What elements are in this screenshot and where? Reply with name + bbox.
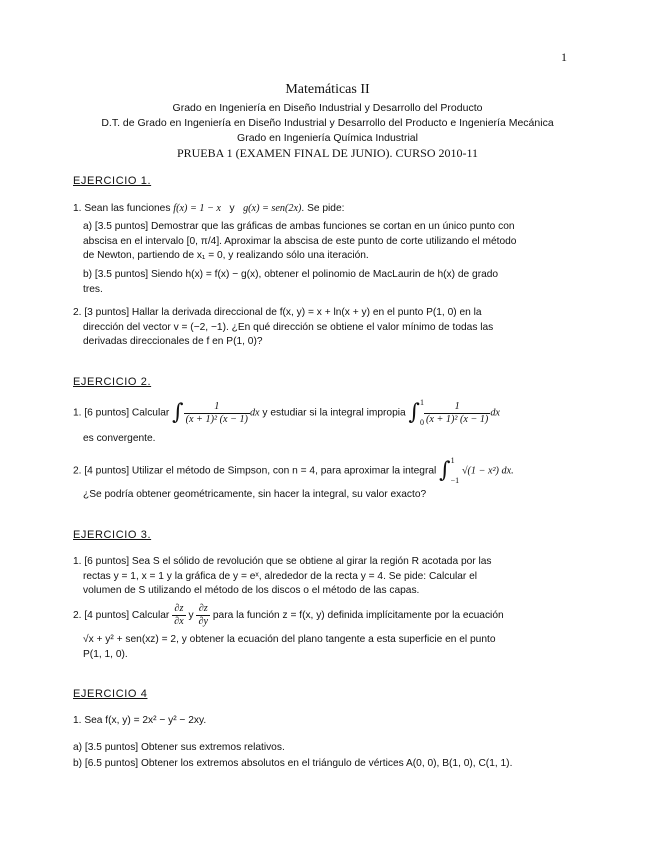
- fraction: $\frac{1}{\text{(x + 1)² (x − 1)}}$: [425, 400, 489, 425]
- page-number: 1: [561, 50, 567, 64]
- ej2-problem-2: 2. [4 puntos] Utilizar el método de Simpson, con n = 4, para aproximar la integral ∫ 1 −1 √(1 − x²) dx.: [73, 456, 514, 485]
- exercise-2-heading: EJERCICIO 2.: [73, 376, 152, 388]
- fraction: $\frac{1}{\text{(x + 1)² (x − 1)}}$: [185, 400, 248, 425]
- ej3-problem-2-cont: √x + y² + sen(xz) = 2, y obtener la ecuación del plano tangente a esta superficie en el punto P(1, 1, 0).: [83, 634, 496, 660]
- fraction: $\frac{\partial z}{\partial x}$: [174, 603, 184, 627]
- degree-line-1: Grado en Ingeniería en Diseño Industrial y Desarrollo del Producto: [172, 102, 483, 114]
- ej1-problem-2: 2. [3 puntos] Hallar la derivada direccional de f(x, y) = x + ln(x + y) en el punto P(1, 0) en la dirección del vector v = (−2, −1). ¿En qué dirección se obtiene el valor mínimo de todas las derivadas direccionales de f en P(1, 0)?: [73, 307, 494, 347]
- document-title: Matemáticas II: [285, 82, 370, 97]
- ej1-part-a: a) [3.5 puntos] Demostrar que las gráficas de ambas funciones se cortan en un único punto con abscisa en el intervalo [0, π/4]. Aproximar la abscisa de este punto de corte utilizando el método de Newton, partiendo de x₁ = 0, y realizando sólo una iteración.: [83, 221, 517, 261]
- ej2-problem-1: 1. [6 puntos] Calcular ∫ $\frac{1}{\text{(x + 1)² (x − 1)}}$ dx y estudiar si la integral impropia ∫ 1 0 $\frac{1}{\text{(x + 1)² (x − 1)}}$ dx: [73, 398, 500, 427]
- fraction: $\frac{\partial z}{\partial y}$: [198, 603, 209, 627]
- ej1-problem-1: 1. Sean las funciones f(x) = 1 − x y g(x) = sen(2x). Se pide:: [73, 203, 345, 214]
- degree-line-3: Grado en Ingeniería Química Industrial: [237, 132, 418, 144]
- integral-sign: ∫: [408, 400, 420, 425]
- degree-line-2: D.T. de Grado en Ingeniería en Diseño Industrial y Desarrollo del Producto e Ingeniería Mecánica: [101, 117, 554, 129]
- exercise-4-heading: EJERCICIO 4: [73, 688, 148, 700]
- ej2-problem-1-end: es convergente.: [83, 433, 156, 444]
- ej4-part-a: a) [3.5 puntos] Obtener sus extremos relativos.: [73, 742, 285, 753]
- ej1-part-b: b) [3.5 puntos] Siendo h(x) = f(x) − g(x), obtener el polinomio de MacLaurin de h(x) de grado tres.: [83, 269, 499, 295]
- ej3-problem-1: 1. [6 puntos] Sea S el sólido de revolución que se obtiene al girar la región R acotada por las rectas y = 1, x = 1 y la gráfica de y = eˣ, alrededor de la recta y = 4. Se pide: Calcular el volumen de S utilizando el método de los discos o el método de las capas.: [73, 556, 492, 596]
- ej3-problem-2: 2. [4 puntos] Calcular $\frac{\partial z}{\partial x}$ y $\frac{\partial z}{\partial y}$ para la función z = f(x, y) definida implícitamente por la ecuación: [73, 603, 504, 627]
- integral-sign: ∫: [439, 458, 451, 483]
- exercise-1-heading: EJERCICIO 1.: [73, 175, 152, 187]
- ej4-part-b: b) [6.5 puntos] Obtener los extremos absolutos en el triángulo de vértices A(0, 0), B(1, 0), C(1, 1).: [73, 758, 513, 769]
- exercise-3-heading: EJERCICIO 3.: [73, 529, 152, 541]
- ej2-problem-2-question: ¿Se podría obtener geométricamente, sin hacer la integral, su valor exacto?: [83, 489, 427, 500]
- integral-sign: ∫: [172, 400, 184, 425]
- ej4-problem-1: 1. Sea f(x, y) = 2x² − y² − 2xy.: [73, 715, 207, 726]
- exam-title: PRUEBA 1 (EXAMEN FINAL DE JUNIO). CURSO 2010-11: [176, 146, 479, 160]
